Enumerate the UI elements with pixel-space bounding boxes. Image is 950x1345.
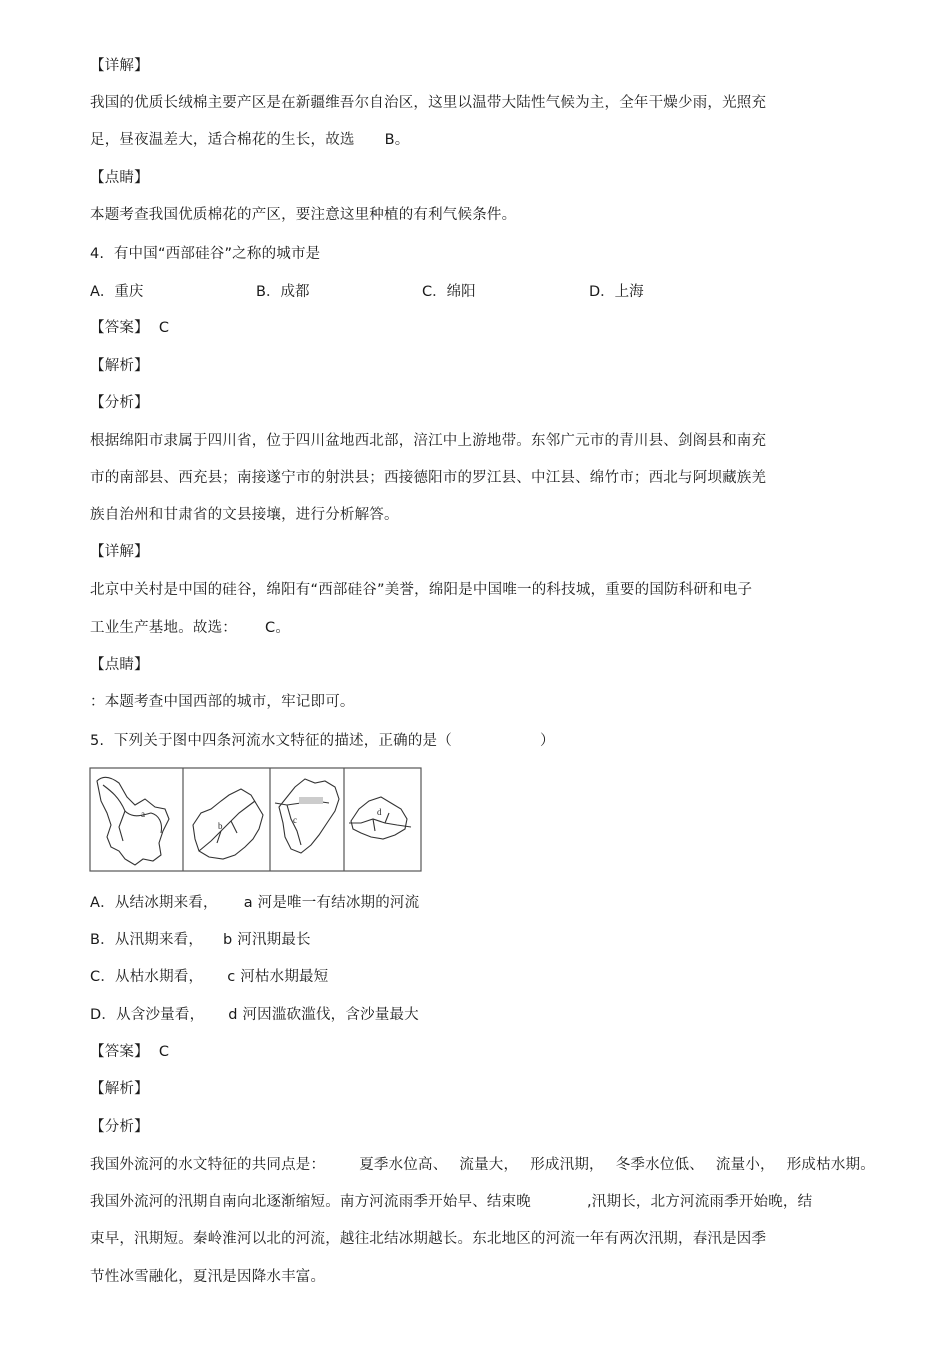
answer-value: C	[158, 320, 170, 336]
q4-detail-tag: 【详解】	[90, 544, 149, 560]
q4-answer	[90, 318, 169, 338]
answer-choice: B。	[384, 132, 410, 148]
map-d-label: d	[377, 807, 382, 817]
q4-point-tag: 【点睛】	[90, 657, 149, 673]
q5-analysis-line: 束早，汛期短。秦岭淮河以北的河流，越往北结冰期越长。东北地区的河流一年有两次汛期，春汛是因季	[90, 1231, 767, 1247]
question-5-stem: 5. 下列关于图中四条河流水文特征的描述，正确的是（ ）	[90, 733, 555, 749]
answer-tag: 【答案】	[90, 1044, 149, 1060]
q4-jiexi-tag: 【解析】	[90, 358, 149, 374]
map-c-label: c	[293, 815, 297, 825]
q4-option-b: B．成都	[256, 284, 310, 300]
q5-analysis-tag: 【分析】	[90, 1119, 149, 1135]
q4-analysis-line: 市的南部县、西充县；南接遂宁市的射洪县；西接德阳市的罗江县、中江县、绵竹市；西北与阿坝藏族羌	[90, 470, 767, 486]
q5-jiexi-tag: 【解析】	[90, 1081, 149, 1097]
q5-analysis-line: 我国外流河的汛期自南向北逐渐缩短。南方河流雨季开始早、结束晚 ,汛期长，北方河流雨季开始晚，结	[90, 1194, 813, 1210]
q5-option-b: B．从汛期来看， b 河汛期最长	[90, 932, 311, 948]
q5-analysis-line: 节性冰雪融化，夏汛是因降水丰富。	[90, 1269, 326, 1285]
q5-answer	[90, 1042, 169, 1062]
point-tag: 【点睛】	[90, 170, 149, 186]
q4-option-c: C．绵阳	[422, 284, 476, 300]
answer-value: C	[158, 1044, 170, 1060]
answer-tag: 【答案】	[90, 320, 149, 336]
map-b-label: b	[218, 821, 223, 831]
q4-detail-line: 北京中关村是中国的硅谷，绵阳有“西部硅谷”美誉，绵阳是中国唯一的科技城，重要的国防科研和电子	[90, 582, 753, 598]
point-text: 本题考查我国优质棉花的产区，要注意这里种植的有利气候条件。	[90, 207, 517, 223]
answer-choice: C。	[265, 620, 291, 636]
question-4-stem: 4. 有中国“西部硅谷”之称的城市是	[90, 246, 321, 262]
q5-option-d: D．从含沙量看， d 河因滥砍滥伐，含沙量最大	[90, 1007, 419, 1023]
q4-option-a: A．重庆	[90, 284, 144, 300]
detail-tag: 【详解】	[90, 58, 149, 74]
q5-option-a: A．从结冰期来看， a 河是唯一有结冰期的河流	[90, 895, 420, 911]
q5-option-c: C．从枯水期看， c 河枯水期最短	[90, 969, 329, 985]
q4-option-d: D．上海	[589, 284, 644, 300]
q4-analysis-line: 根据绵阳市隶属于四川省，位于四川盆地西北部，涪江中上游地带。东邻广元市的青川县、剑阁县和南充	[90, 433, 767, 449]
q4-analysis-tag: 【分析】	[90, 395, 149, 411]
q4-point-text: ：本题考查中国西部的城市，牢记即可。	[90, 694, 355, 710]
q5-analysis-line: 我国外流河的水文特征的共同点是： 夏季水位高、 流量大， 形成汛期， 冬季水位低、 流量小， 形成枯水期。	[90, 1157, 875, 1173]
map-a-label: a	[141, 809, 145, 819]
q4-detail-line: 工业生产基地。故选： C。	[90, 620, 291, 636]
q4-analysis-line: 族自治州和甘肃省的文县接壤，进行分析解答。	[90, 507, 399, 523]
river-maps-figure	[89, 767, 422, 872]
detail-text-line: 足，昼夜温差大，适合棉花的生长，故选 B。	[90, 132, 410, 148]
detail-text-line: 我国的优质长绒棉主要产区是在新疆维吾尔自治区，这里以温带大陆性气候为主，全年干燥少雨，光照充	[90, 95, 767, 111]
